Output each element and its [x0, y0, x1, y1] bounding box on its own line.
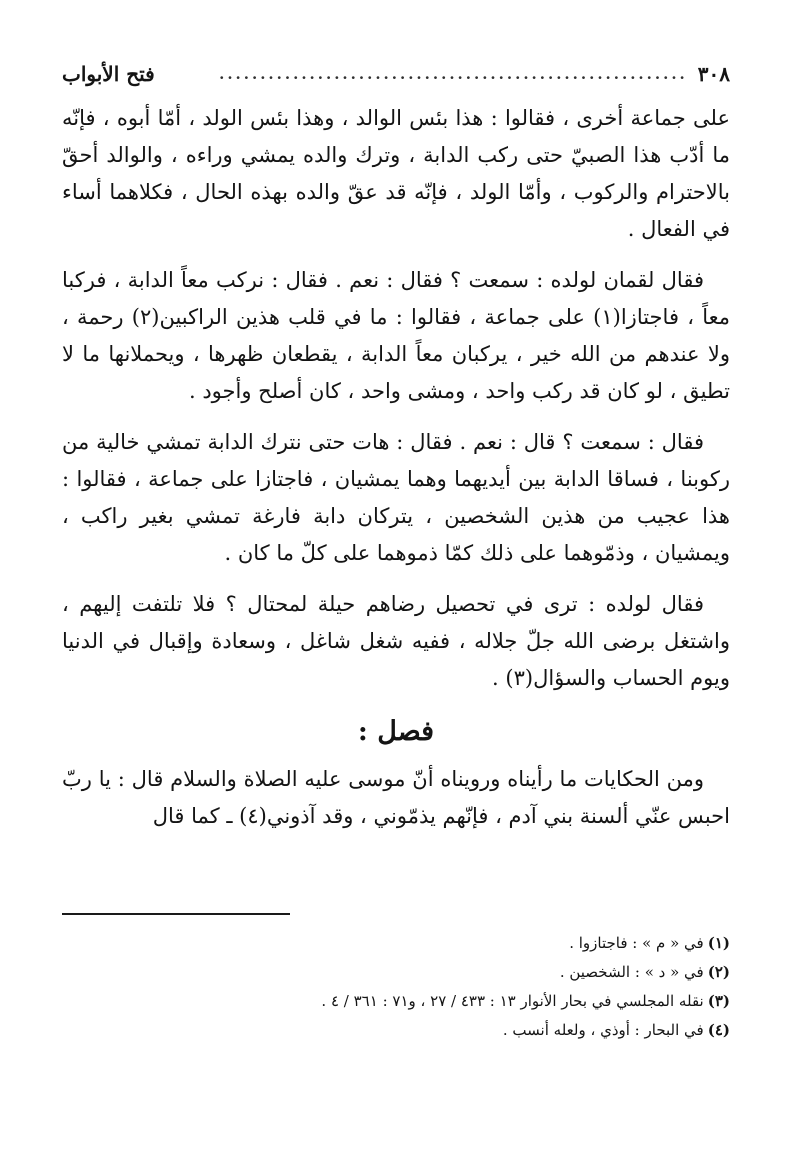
paragraph-2: فقال لقمان لولده : سمعت ؟ فقال : نعم . فقال : نركب معاً الدابة ، فركبا معاً ، فاجتازا(١) على جماعة ، فقالوا : ما في قلب هذين الراكبين(٢) رحمة ، ولا عندهم من الله خير ، يركبان معاً الدابة ، يقطعان ظهرها ، ويحملانها ما لا تطيق ، لو كان قد ركب واحد ، ومشى واحد ، كان أصلح وأجود . — [62, 268, 731, 403]
footnote-1 — [62, 929, 730, 958]
section-heading: فصل : — [357, 716, 435, 747]
paragraph-3: فقال : سمعت ؟ قال : نعم . فقال : هات حتى نترك الدابة تمشي خالية من ركوبنا ، فساقا الدابة بين أيديهما وهما يمشيان ، فاجتازا على جماعة ، فقالوا : هذا عجيب من هذين الشخصين ، يتركان دابة فارغة تمشي بغير راكب ، ويمشيان ، وذمّوهما على ذلك كمّا ذموهما على كلّ ما كان . — [62, 430, 730, 565]
section-paragraph: ومن الحكايات ما رأيناه ورويناه أنّ موسى عليه الصلاة والسلام قال : يا ربّ احبس عنّي ألسنة بني آدم ، فإنّهم يذمّوني ، وقد آذوني(٤) ـ كما قال — [62, 767, 730, 828]
footnote-4 — [62, 1016, 730, 1045]
footnotes — [62, 929, 730, 1045]
running-title: فتح الأبواب — [62, 62, 155, 86]
footnote-text: في « م » : فاجتازوا . — [569, 934, 704, 952]
footnote-text: في البحار : أوذي ، ولعله أنسب . — [502, 1021, 704, 1039]
page-number: ٣٠٨ — [697, 62, 730, 86]
paragraph-4: فقال لولده : ترى في تحصيل رضاهم حيلة لمحتال ؟ فلا تلتفت إليهم ، واشتغل برضى الله جلّ جلاله ، ففيه شغل شاغل ، وسعادة وإقبال في الدنيا ويوم الحساب والسؤال(٣) . — [62, 592, 730, 690]
footnote-number: (٤) — [707, 1021, 730, 1039]
footnote-text: في « د » : الشخصين . — [559, 963, 704, 981]
footnote-divider — [62, 913, 290, 915]
main-text — [62, 100, 730, 849]
header-leader-dots: ......................................................... — [219, 65, 688, 83]
footnote-2 — [62, 958, 730, 987]
footnote-3 — [62, 987, 730, 1016]
footnote-number: (٣) — [707, 992, 730, 1010]
footnote-number: (١) — [707, 934, 730, 952]
footnote-text: نقله المجلسي في بحار الأنوار ١٣ : ٤٣٣ / ٢٧ ، و٧١ : ٣٦١ / ٤ . — [321, 992, 704, 1010]
page-header — [62, 56, 730, 92]
book-page — [62, 44, 730, 1134]
paragraph-1: على جماعة أخرى ، فقالوا : هذا بئس الوالد ، وهذا بئس الولد ، أمّا أبوه ، فإنّه ما أدّب هذا الصبيّ حتى ركب الدابة ، وترك والده يمشي وراءه ، والوالد أحقّ بالاحترام والركوب ، وأمّا الولد ، فإنّه قد عقّ والده بهذه الحال ، فكلاهما أساء في الفعال . — [62, 106, 730, 241]
footnote-number: (٢) — [707, 963, 730, 981]
